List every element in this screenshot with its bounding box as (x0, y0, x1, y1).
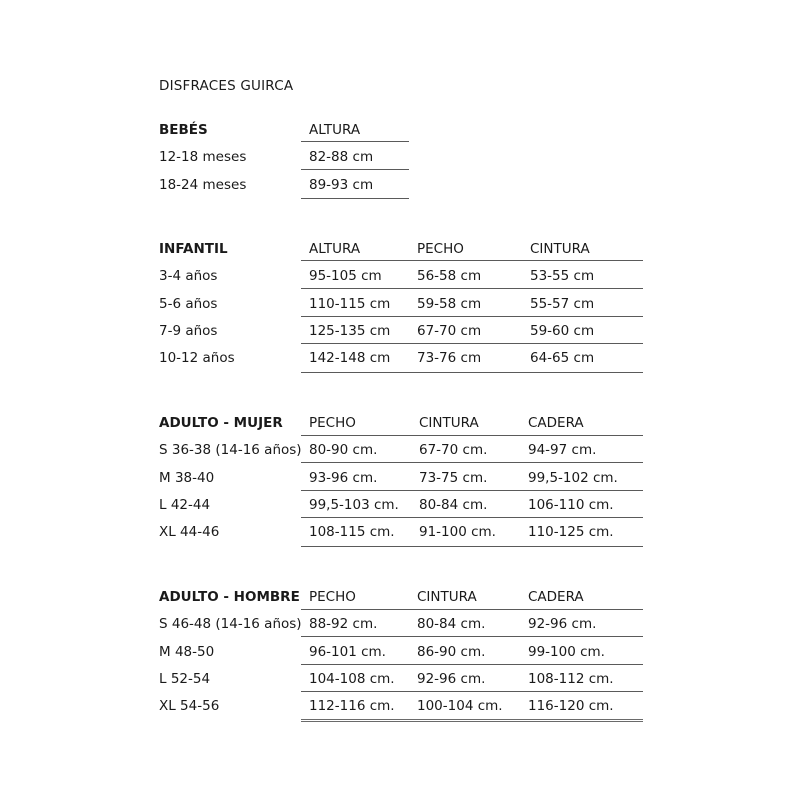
column-header: CINTURA (419, 415, 479, 431)
table-cell: 112-116 cm. (309, 698, 395, 715)
table-row (159, 438, 649, 465)
section-infantil (159, 237, 649, 373)
row-label: 5-6 años (159, 295, 218, 312)
section-bebes (159, 118, 649, 200)
section-adulto-mujer (159, 411, 649, 547)
table-row (159, 612, 649, 639)
table-cell: 56-58 cm (417, 268, 482, 285)
section-header: INFANTIL (159, 241, 228, 257)
row-divider (301, 288, 643, 289)
table-cell: 89-93 cm (309, 176, 374, 193)
section-header: ADULTO - MUJER (159, 415, 283, 431)
table-cell: 55-57 cm (530, 295, 595, 312)
table-bottom-rule (301, 719, 643, 722)
table-cell: 59-60 cm (530, 322, 595, 339)
table-row (159, 493, 649, 520)
row-label: M 48-50 (159, 643, 215, 660)
column-header: CADERA (528, 589, 584, 605)
section-adulto-hombre (159, 585, 649, 721)
row-divider (301, 664, 643, 665)
column-header: ALTURA (309, 241, 361, 257)
table-row (159, 694, 649, 721)
table-row (159, 264, 649, 291)
row-label: L 42-44 (159, 496, 211, 513)
table-cell: 82-88 cm (309, 149, 374, 166)
table-cell: 92-96 cm. (528, 616, 597, 633)
table-cell: 94-97 cm. (528, 442, 597, 459)
row-label: 18-24 meses (159, 176, 247, 193)
table-cell: 53-55 cm (530, 268, 595, 285)
table-cell: 125-135 cm (309, 322, 391, 339)
table-row (159, 173, 649, 200)
column-header: PECHO (309, 415, 356, 431)
table-cell: 104-108 cm. (309, 670, 395, 687)
column-header: ALTURA (309, 122, 361, 138)
table-cell: 73-75 cm. (419, 469, 488, 486)
section-header-row (159, 237, 649, 264)
row-label: 10-12 años (159, 350, 235, 367)
table-cell: 92-96 cm. (417, 670, 486, 687)
row-divider (301, 490, 643, 491)
row-divider (301, 636, 643, 637)
section-header-row (159, 585, 649, 612)
section-header-row (159, 411, 649, 438)
table-cell: 67-70 cm (417, 322, 482, 339)
row-divider (301, 141, 409, 142)
row-divider (301, 169, 409, 170)
column-header: CADERA (528, 415, 584, 431)
row-label: M 38-40 (159, 469, 215, 486)
table-cell: 73-76 cm (417, 350, 482, 367)
table-row (159, 640, 649, 667)
table-cell: 142-148 cm (309, 350, 391, 367)
row-divider (301, 609, 643, 610)
row-divider (301, 316, 643, 317)
row-divider (301, 435, 643, 436)
table-cell: 80-84 cm. (419, 496, 488, 513)
table-cell: 64-65 cm (530, 350, 595, 367)
row-divider (301, 546, 643, 547)
table-row (159, 466, 649, 493)
row-divider (301, 462, 643, 463)
table-cell: 108-115 cm. (309, 524, 395, 541)
table-cell: 91-100 cm. (419, 524, 496, 541)
table-cell: 67-70 cm. (419, 442, 488, 459)
table-row (159, 145, 649, 172)
row-divider (301, 372, 643, 373)
column-header: PECHO (417, 241, 464, 257)
table-cell: 95-105 cm (309, 268, 382, 285)
row-label: S 46-48 (14-16 años) (159, 616, 302, 633)
row-divider (301, 260, 643, 261)
row-label: 3-4 años (159, 268, 218, 285)
table-cell: 110-115 cm (309, 295, 391, 312)
table-cell: 96-101 cm. (309, 643, 386, 660)
row-label: S 36-38 (14-16 años) (159, 442, 302, 459)
table-cell: 99-100 cm. (528, 643, 605, 660)
page-title: DISFRACES GUIRCA (159, 78, 294, 94)
table-row (159, 319, 649, 346)
section-header-row (159, 118, 649, 145)
row-divider (301, 198, 409, 199)
table-cell: 116-120 cm. (528, 698, 614, 715)
table-row (159, 292, 649, 319)
table-cell: 86-90 cm. (417, 643, 486, 660)
table-cell: 106-110 cm. (528, 496, 614, 513)
table-cell: 99,5-102 cm. (528, 469, 618, 486)
row-divider (301, 517, 643, 518)
row-label: XL 54-56 (159, 698, 220, 715)
table-cell: 59-58 cm (417, 295, 482, 312)
table-cell: 93-96 cm. (309, 469, 378, 486)
table-row (159, 346, 649, 373)
column-header: CINTURA (530, 241, 590, 257)
row-label: 12-18 meses (159, 149, 247, 166)
column-header: PECHO (309, 589, 356, 605)
section-header: BEBÉS (159, 122, 208, 138)
table-cell: 110-125 cm. (528, 524, 614, 541)
table-cell: 100-104 cm. (417, 698, 503, 715)
section-header: ADULTO - HOMBRE (159, 589, 300, 605)
table-cell: 108-112 cm. (528, 670, 614, 687)
table-cell: 99,5-103 cm. (309, 496, 399, 513)
table-cell: 80-90 cm. (309, 442, 378, 459)
row-label: L 52-54 (159, 670, 211, 687)
table-cell: 88-92 cm. (309, 616, 378, 633)
table-row (159, 667, 649, 694)
column-header: CINTURA (417, 589, 477, 605)
row-divider (301, 691, 643, 692)
table-row (159, 520, 649, 547)
row-label: 7-9 años (159, 322, 218, 339)
row-label: XL 44-46 (159, 524, 220, 541)
row-divider (301, 343, 643, 344)
table-cell: 80-84 cm. (417, 616, 486, 633)
